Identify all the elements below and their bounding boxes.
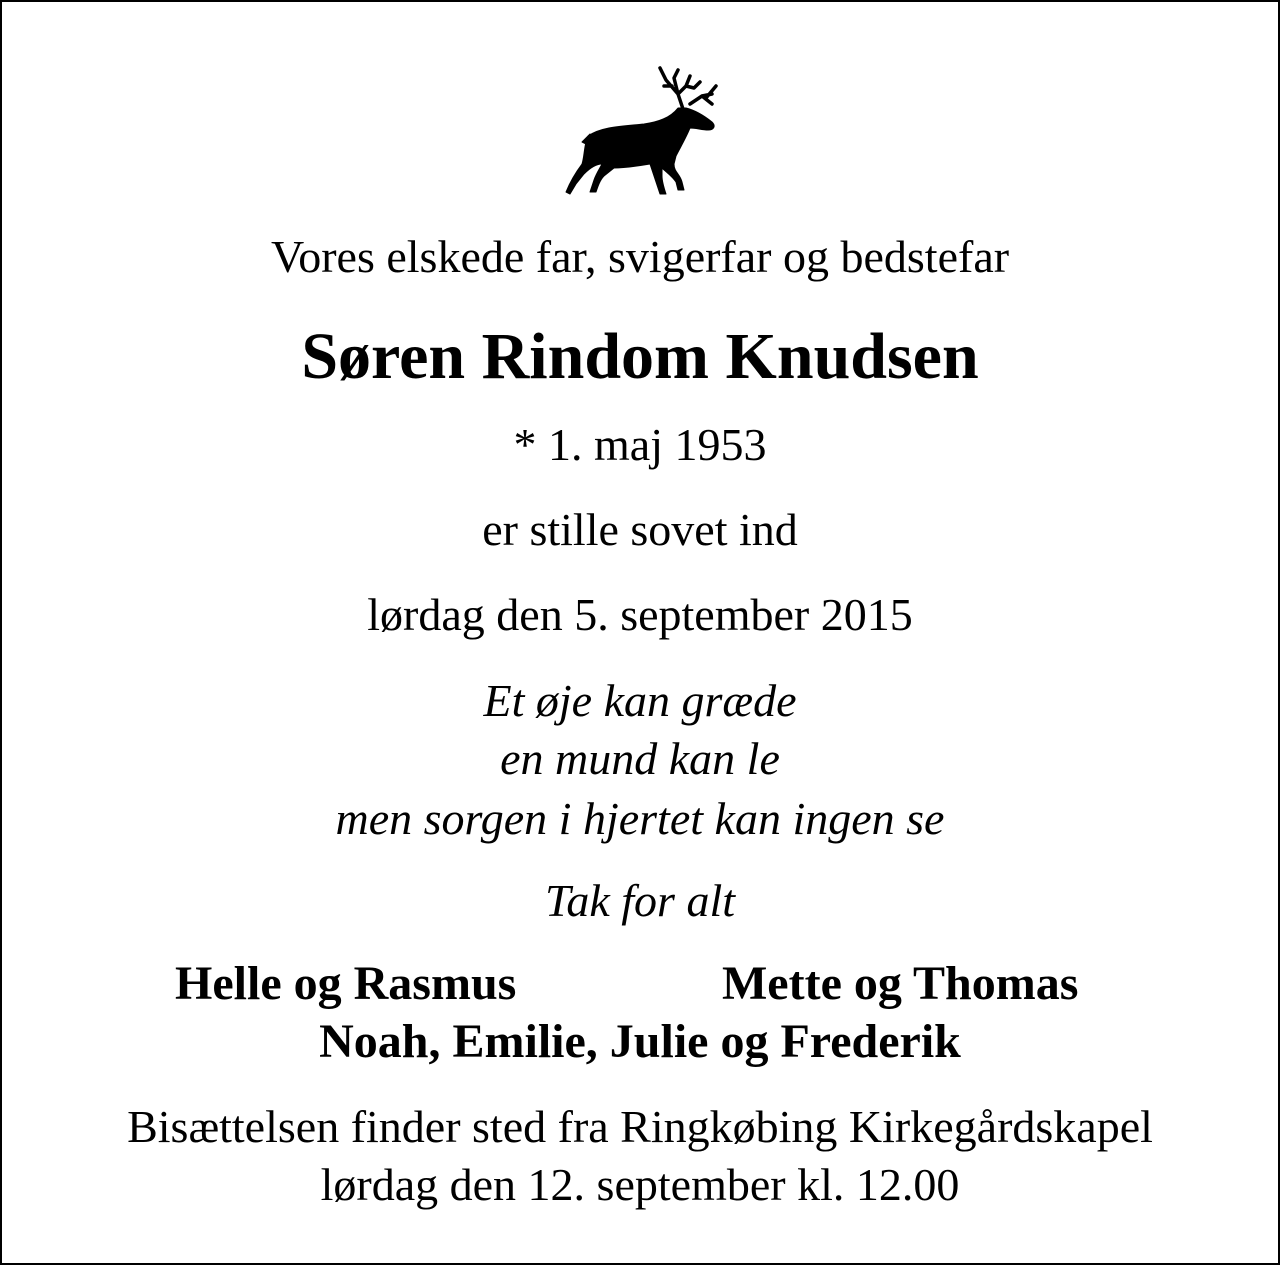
deer-silhouette-icon <box>562 64 722 204</box>
verse-line: men sorgen i hjertet kan ingen se <box>335 793 945 844</box>
deceased-name: Søren Rindom Knudsen <box>301 320 979 393</box>
death-date: lørdag den 5. september 2015 <box>367 589 913 640</box>
death-text: er stille sovet ind <box>482 504 798 555</box>
thanks-text: Tak for alt <box>544 875 736 926</box>
family-grandchildren: Noah, Emilie, Julie og Frederik <box>319 1015 961 1068</box>
funeral-time: lørdag den 12. september kl. 12.00 <box>320 1159 960 1210</box>
funeral-location: Bisættelsen finder sted fra Ringkøbing Kirkegårdskapel <box>127 1101 1153 1152</box>
family-left: Helle og Rasmus <box>175 957 517 1010</box>
verse-line: Et øje kan græde <box>483 675 797 726</box>
verse-line: en mund kan le <box>500 733 780 784</box>
intro-text: Vores elskede far, svigerfar og bedstefar <box>270 231 1010 282</box>
family-right: Mette og Thomas <box>722 957 1079 1010</box>
birth-date: * 1. maj 1953 <box>513 419 767 470</box>
